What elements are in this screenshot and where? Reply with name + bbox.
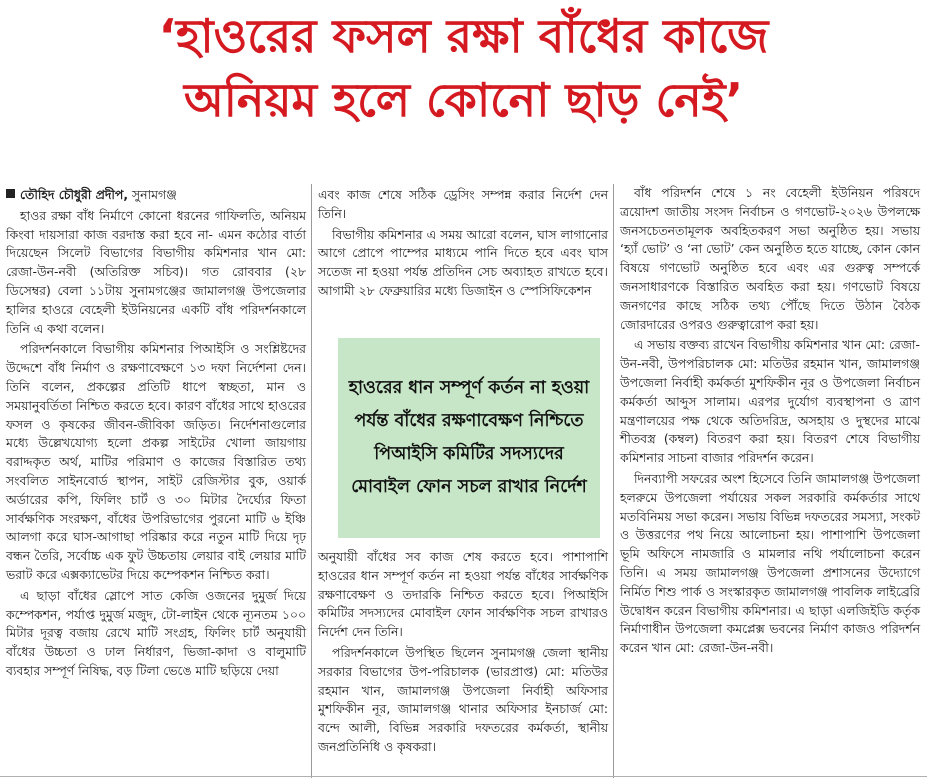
paragraph: পরিদর্শনকালে বিভাগীয় কমিশনার পিআইসি ও সংশ্লিষ্টদের উদ্দেশে বাঁধ নির্মাণ ও রক্ষণাবেক্ষণে ১৩ দফা নির্দেশনা দেন। তিনি বলেন, প্রকল্পের প্রতিটি ধাপে স্বচ্ছতা, মান ও সময়ানুবর্তিতা নিশ্চিত করতে হবে। কারণ বাঁধের সাথে হাওরের ফসল ও কৃষকের জীবন-জীবিকা জড়িত। নির্দেশনাগুলোর মধ্যে উল্লেখযোগ্য হলো প্রকল্প সাইটের খোলা জায়গায় বরাদ্দকৃত অর্থ, মাটির পরিমাণ ও কাজের বিস্তারিত তথ্য সংবলিত সাইনবোর্ড স্থাপন, সাইট রেজিস্টার বুক, ওয়ার্ক অর্ডারের কপি, ফিলিং চার্ট ও ৩০ মিটার দৈর্ঘ্যের ফিতা সার্বক্ষণিক সংরক্ষণ, বাঁধের উপরিভাগের পুরনো মাটি ৬ ইঞ্চি আলগা করে ঘাস-আগাছা পরিষ্কার করে নতুন মাটি দিয়ে দৃঢ় বন্ধন তৈরি, সর্বোচ্চ এক ফুট উচ্চতায় লেয়ার বাই লেয়ার মাটি ভরাট করে এক্সক্যাভেটর দিয়ে কম্পেকশন নিশ্চিত করা। bbox=[6, 341, 306, 582]
headline-line-2: অনিয়ম হলে কোনো ছাড় নেই’ bbox=[183, 73, 744, 127]
paragraph: এবং কাজ শেষে সঠিক ড্রেসিং সম্পন্ন করার নির্দেশ দেন তিনি। bbox=[318, 187, 608, 221]
paragraph: দিনব্যাপী সফরের অংশ হিসেবে তিনি জামালগঞ্জ উপজেলা হলরুমে উপজেলা পর্যায়ের সকল সরকারি কর্মকর্তার সাথে মতবিনিময় সভা করেন। সভায় বিভিন্ন দফতরের সমস্যা, সংকট ও উত্তরণের পথ নিয়ে আলোচনা হয়। পাশাপাশি উপজেলা ভূমি অফিসে নামজারি ও মামলার নথি পর্যালোচনা করেন তিনি। এ সময় জামালগঞ্জ উপজেলা প্রশাসনের উদ্যোগে নির্মিত শিশু পার্ক ও সংস্কারকৃত জামালগঞ্জ পাবলিক লাইব্রেরি উদ্বোধন করেন বিভাগীয় কমিশনার। এ ছাড়া এলজিইডি কর্তৃক নির্মাণাধীন উপজেলা কমপ্লেক্স ভবনের নির্মাণ কাজও পরিদর্শন করেন খান মো: রেজা-উন-নবী। bbox=[620, 470, 920, 656]
article-column-2-bottom bbox=[318, 548, 608, 759]
square-bullet-icon bbox=[6, 189, 15, 198]
paragraph: পরিদর্শনকালে উপস্থিত ছিলেন সুনামগঞ্জ জেলা স্থানীয় সরকার বিভাগের উপ-পরিচালক (ভারপ্রাপ্ত) মো: মতিউর রহমান খান, জামালগঞ্জ উপজেলা নির্বাহী অফিসার মুশফিকীন নূর, জামালগঞ্জ থানার অফিসার ইনচার্জ মো: বন্দে আলী, বিভিন্ন সরকারি দফতরের কর্মকর্তা, স্থানীয় জনপ্রতিনিধি ও কৃষকরা। bbox=[318, 644, 608, 754]
headline-line-1: ‘হাওরের ফসল রক্ষা বাঁধের কাজে bbox=[158, 9, 769, 63]
byline-author: তৌহিদ চৌধুরী প্রদীপ, bbox=[20, 187, 129, 202]
article-column-1 bbox=[6, 186, 306, 683]
byline-place: সুনামগঞ্জ bbox=[132, 187, 177, 202]
column-divider bbox=[311, 184, 312, 778]
headline bbox=[0, 4, 927, 132]
paragraph: বাঁধ পরিদর্শন শেষে ১ নং বেহেলী ইউনিয়ন পরিষদে ত্রয়োদশ জাতীয় সংসদ নির্বাচন ও গণভোট-২০২৬ উপলক্ষে জনসচেতনতামূলক অবহিতকরণ সভা অনুষ্ঠিত হয়। সভায় ‘হ্যাঁ ভোট’ ও ‘না ভোট’ কেন অনুষ্ঠিত হতে যাচ্ছে, কোন কোন বিষয়ে গণভোট অনুষ্ঠিত হবে এবং এর গুরুত্ব সম্পর্কে জনসাধারণকে বিস্তারিত অবহিত করা হয়। গণভোট বিষয়ে জনগণের কাছে সঠিক তথ্য পৌঁছে দিতে উঠান বৈঠক জোরদারের ওপরও গুরুত্বারোপ করা হয়। bbox=[620, 185, 920, 332]
article-column-2-top bbox=[318, 186, 608, 303]
article-column-3 bbox=[620, 184, 920, 660]
bottom-rule bbox=[0, 776, 927, 777]
paragraph: এ সভায় বক্তব্য রাখেন বিভাগীয় কমিশনার খান মো: রেজা-উন-নবী, উপপরিচালক মো: মতিউর রহমান খান, জামালগঞ্জ উপজেলা নির্বাহী কর্মকর্তা মুশফিকীন নূর ও উপজেলা নির্বাচন কর্মকর্তা আব্দুস সালাম। এরপর দুর্যোগ ব্যবস্থাপনা ও ত্রাণ মন্ত্রণালয়ের পক্ষ থেকে অতিদরিদ্র, অসহায় ও দুস্থদের মাঝে শীতবস্ত্র (কম্বল) বিতরণ করা হয়। বিতরণ শেষে বিভাগীয় কমিশনার সাচনা বাজার পরিদর্শন করেন। bbox=[620, 337, 920, 466]
paragraph: অনুযায়ী বাঁধের সব কাজ শেষ করতে হবে। পাশাপাশি হাওরের ধান সম্পূর্ণ কর্তন না হওয়া পর্যন্ত বাঁধের সার্বক্ষণিক রক্ষণাবেক্ষণ ও তদারকি নিশ্চিত করতে হবে। পিআইসি কমিটির সদস্যদের মোবাইল ফোন সার্বক্ষণিক সচল রাখারও নির্দেশ দেন তিনি। bbox=[318, 549, 608, 640]
column-divider bbox=[613, 184, 614, 778]
byline bbox=[6, 186, 306, 205]
paragraph: বিভাগীয় কমিশনার এ সময় আরো বলেন, ঘাস লাগানোর আগে প্রোপে পাম্পের মাধ্যমে পানি দিতে হবে এবং ঘাস সতেজ না হওয়া পর্যন্ত প্রতিদিন সেচ অব্যাহত রাখতে হবে। আগামী ২৮ ফেব্রুয়ারির মধ্যে ডিজাইন ও স্পেসিফিকেশন bbox=[318, 226, 608, 298]
paragraph: এ ছাড়া বাঁধের স্লোপে সাত কেজি ওজনের দুমুর্জ দিয়ে কম্পেকশন, পর্যাপ্ত দুমুর্জ মজুদ, টো-লাইন থেকে ন্যূনতম ১০০ মিটার দূরত্ব বজায় রেখে মাটি সংগ্রহ, ফিলিং চার্ট অনুযায়ী বাঁধের উচ্চতা ও ঢাল নির্ধারণ, ভিজা-কাদা ও বালুমাটি ব্যবহার সম্পূর্ণ নিষিদ্ধ, বড় টিলা ভেঙে মাটি ছড়িয়ে দেয়া bbox=[6, 587, 306, 678]
pullquote-box bbox=[338, 338, 600, 538]
pullquote-text: হাওরের ধান সম্পূর্ণ কর্তন না হওয়া পর্যন্ত বাঁধের রক্ষণাবেক্ষণ নিশ্চিতে পিআইসি কমিটির সদস্যদের মোবাইল ফোন সচল রাখার নির্দেশ bbox=[348, 378, 590, 497]
paragraph: হাওর রক্ষা বাঁধ নির্মাণে কোনো ধরনের গাফিলতি, অনিয়ম কিংবা দায়সারা কাজ বরদাস্ত করা হবে না- এমন কঠোর বার্তা দিয়েছেন সিলেট বিভাগের বিভাগীয় কমিশনার খান মো: রেজা-উন-নবী (অতিরিক্ত সচিব)। গত রোববার (২৮ ডিসেম্বর) বেলা ১১টায় সুনামগঞ্জের জামালগঞ্জ উপজেলার হালির হাওরে বেহেলী ইউনিয়নের একটি বাঁধ পরিদর্শনকালে তিনি এ কথা বলেন। bbox=[6, 207, 306, 336]
